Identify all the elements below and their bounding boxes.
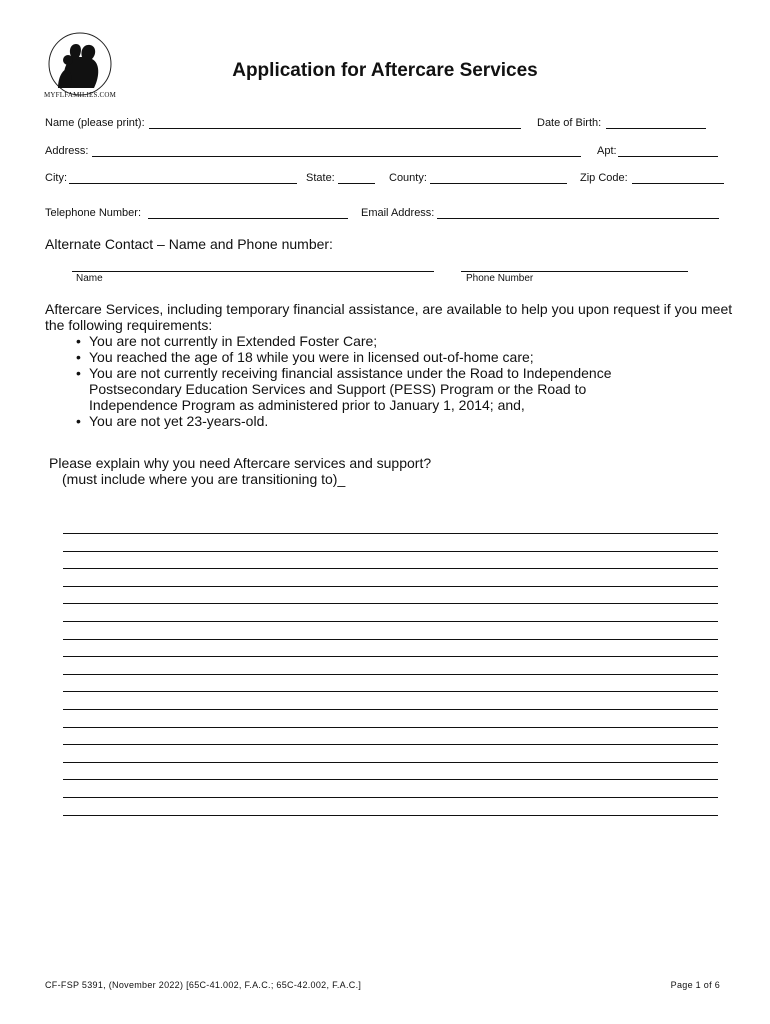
email-label: Email Address: (361, 207, 435, 219)
requirements-list (45, 333, 735, 429)
requirement-item: • You are not yet 23-years-old. (89, 413, 735, 429)
alternate-phone-caption: Phone Number (466, 273, 534, 284)
apt-field[interactable] (618, 156, 718, 157)
zip-label: Zip Code: (580, 172, 628, 184)
answer-line[interactable] (63, 533, 718, 534)
email-field[interactable] (437, 218, 719, 219)
explain-question: Please explain why you need Aftercare services and support? (49, 455, 432, 471)
form-id: CF-FSP 5391, (November 2022) [65C-41.002, F.A.C.; 65C-42.002, F.A.C.] (45, 980, 362, 990)
apt-label: Apt: (597, 145, 617, 157)
answer-line[interactable] (63, 621, 718, 622)
dob-field[interactable] (606, 128, 706, 129)
explain-section (49, 455, 431, 487)
dob-label: Date of Birth: (537, 117, 602, 129)
answer-line[interactable] (63, 779, 718, 780)
answer-line[interactable] (63, 691, 718, 692)
answer-line[interactable] (63, 656, 718, 657)
answer-line[interactable] (63, 674, 718, 675)
explain-note: (must include where you are transitioning to)_ (62, 471, 346, 487)
answer-line[interactable] (63, 639, 718, 640)
answer-line[interactable] (63, 586, 718, 587)
county-field[interactable] (430, 183, 567, 184)
address-label: Address: (45, 145, 89, 157)
state-label: State: (306, 172, 335, 184)
page-number: Page 1 of 6 (670, 980, 720, 990)
phone-field[interactable] (148, 218, 348, 219)
name-field[interactable] (149, 128, 521, 129)
phone-label: Telephone Number: (45, 207, 142, 219)
name-label: Name (please print): (45, 117, 145, 129)
state-field[interactable] (338, 183, 375, 184)
requirements-intro: Aftercare Services, including temporary financial assistance, are available to help you upon request if you meet the following requirements: (45, 301, 733, 333)
answer-line[interactable] (63, 762, 718, 763)
alternate-name-caption: Name (76, 273, 103, 284)
alternate-contact-heading: Alternate Contact – Name and Phone number: (45, 236, 333, 252)
answer-line[interactable] (63, 727, 718, 728)
zip-field[interactable] (632, 183, 724, 184)
alternate-name-field[interactable] (72, 271, 434, 272)
answer-line[interactable] (63, 815, 718, 816)
city-field[interactable] (69, 183, 297, 184)
answer-line[interactable] (63, 709, 718, 710)
answer-line[interactable] (63, 603, 718, 604)
requirement-item: • You are not currently receiving financial assistance under the Road to Independence Postsecondary Education Services and Support (PESS) Program or the Road to Independence Program as administered prior to January 1, 2014; and, (89, 365, 619, 413)
answer-line[interactable] (63, 568, 718, 569)
requirements-section (45, 301, 735, 429)
page-title: Application for Aftercare Services (232, 60, 538, 81)
answer-line[interactable] (63, 551, 718, 552)
logo-caption: MYFLFAMILIES.COM (44, 91, 117, 99)
requirement-item: • You reached the age of 18 while you were in licensed out-of-home care; (89, 349, 735, 365)
answer-line[interactable] (63, 744, 718, 745)
city-label: City: (45, 172, 67, 184)
requirement-item: • You are not currently in Extended Foster Care; (89, 333, 735, 349)
alternate-phone-field[interactable] (461, 271, 688, 272)
county-label: County: (389, 172, 427, 184)
answer-line[interactable] (63, 797, 718, 798)
address-field[interactable] (92, 156, 581, 157)
